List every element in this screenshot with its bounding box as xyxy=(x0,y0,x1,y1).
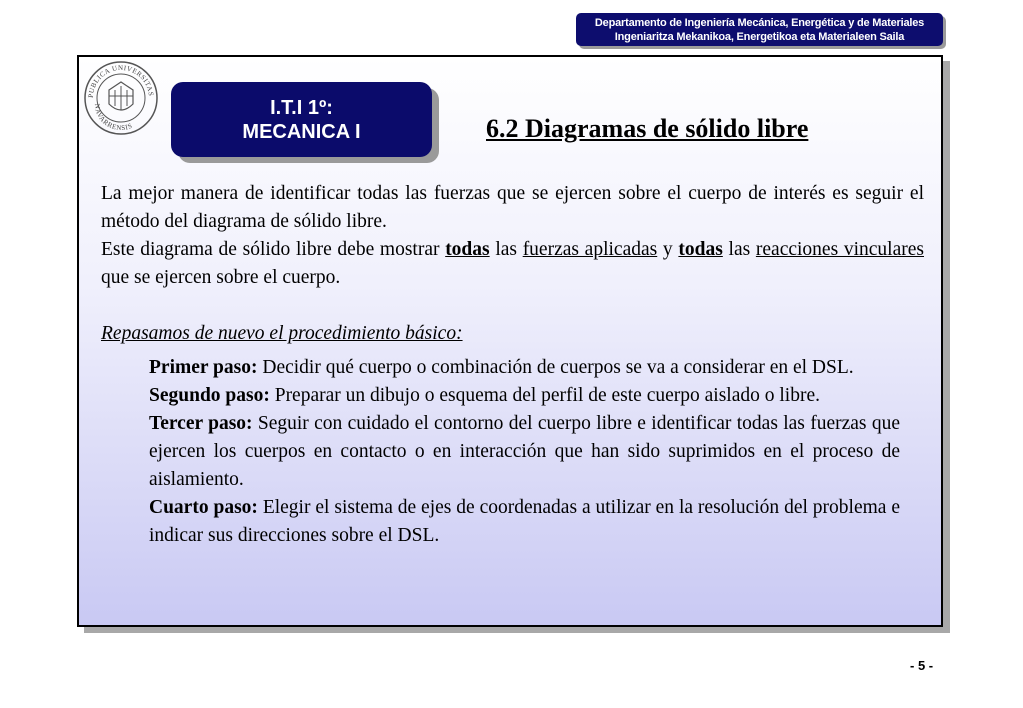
paragraph-1: La mejor manera de identificar todas las fuerzas que se ejercen sobre el cuerpo de interés es seguir el método del diagrama de sólido libre. xyxy=(101,183,924,232)
step-label: Cuarto paso: xyxy=(149,497,258,518)
step-label: Primer paso: xyxy=(149,357,258,378)
p2-part-1: Este diagrama de sólido libre debe mostrar xyxy=(101,239,446,260)
course-badge xyxy=(171,82,432,157)
step-text: Seguir con cuidado el contorno del cuerpo libre e identificar todas las fuerzas que ejercen los cuerpos en contacto o en interacción que han sido suprimidos en el proceso de aislamiento. xyxy=(149,413,900,490)
slide-title: 6.2 Diagramas de sólido libre xyxy=(486,114,809,143)
seal-text-bottom: NAVARRENSIS xyxy=(92,103,134,133)
page-number: - 5 - xyxy=(910,658,934,673)
step-text: Elegir el sistema de ejes de coordenadas a utilizar en la resolución del problema e indicar sus direcciones sobre el DSL. xyxy=(149,497,900,546)
step-label: Tercer paso: xyxy=(149,413,253,434)
university-seal-icon xyxy=(83,60,159,136)
course-line-2: MECANICA I xyxy=(242,120,361,143)
step-text: Preparar un dibujo o esquema del perfil de este cuerpo aislado o libre. xyxy=(269,385,820,406)
step-text: Decidir qué cuerpo o combinación de cuerpos se va a considerar en el DSL. xyxy=(257,357,854,378)
steps-list xyxy=(149,354,900,550)
department-name-eu: Ingeniaritza Mekanikoa, Energetikoa eta Materialeen Saila xyxy=(614,30,905,43)
department-name-es: Departamento de Ingeniería Mecánica, Energética y de Materiales xyxy=(594,16,925,29)
p2-underline-2: reacciones vinculares xyxy=(755,239,924,260)
step-item xyxy=(149,494,900,550)
step-item xyxy=(149,382,900,410)
step-label: Segundo paso: xyxy=(149,385,270,406)
p2-bold-1: todas xyxy=(445,239,490,260)
p2-part-2: las xyxy=(489,239,523,260)
step-item xyxy=(149,354,900,382)
p2-part-4: las xyxy=(722,239,756,260)
p2-bold-2: todas xyxy=(678,239,723,260)
p2-part-5: que se ejercen sobre el cuerpo. xyxy=(101,267,341,288)
p2-part-3: y xyxy=(657,239,679,260)
p2-underline-1: fuerzas aplicadas xyxy=(522,239,658,260)
body-text xyxy=(101,180,924,348)
course-line-1: I.T.I 1º: xyxy=(270,96,333,119)
seal-text-top: PUBLICA UNIVERSITAS xyxy=(86,63,155,99)
step-item xyxy=(149,410,900,494)
department-banner xyxy=(576,13,943,46)
procedure-heading: Repasamos de nuevo el procedimiento básico: xyxy=(101,323,463,344)
paragraph-2 xyxy=(101,236,924,292)
